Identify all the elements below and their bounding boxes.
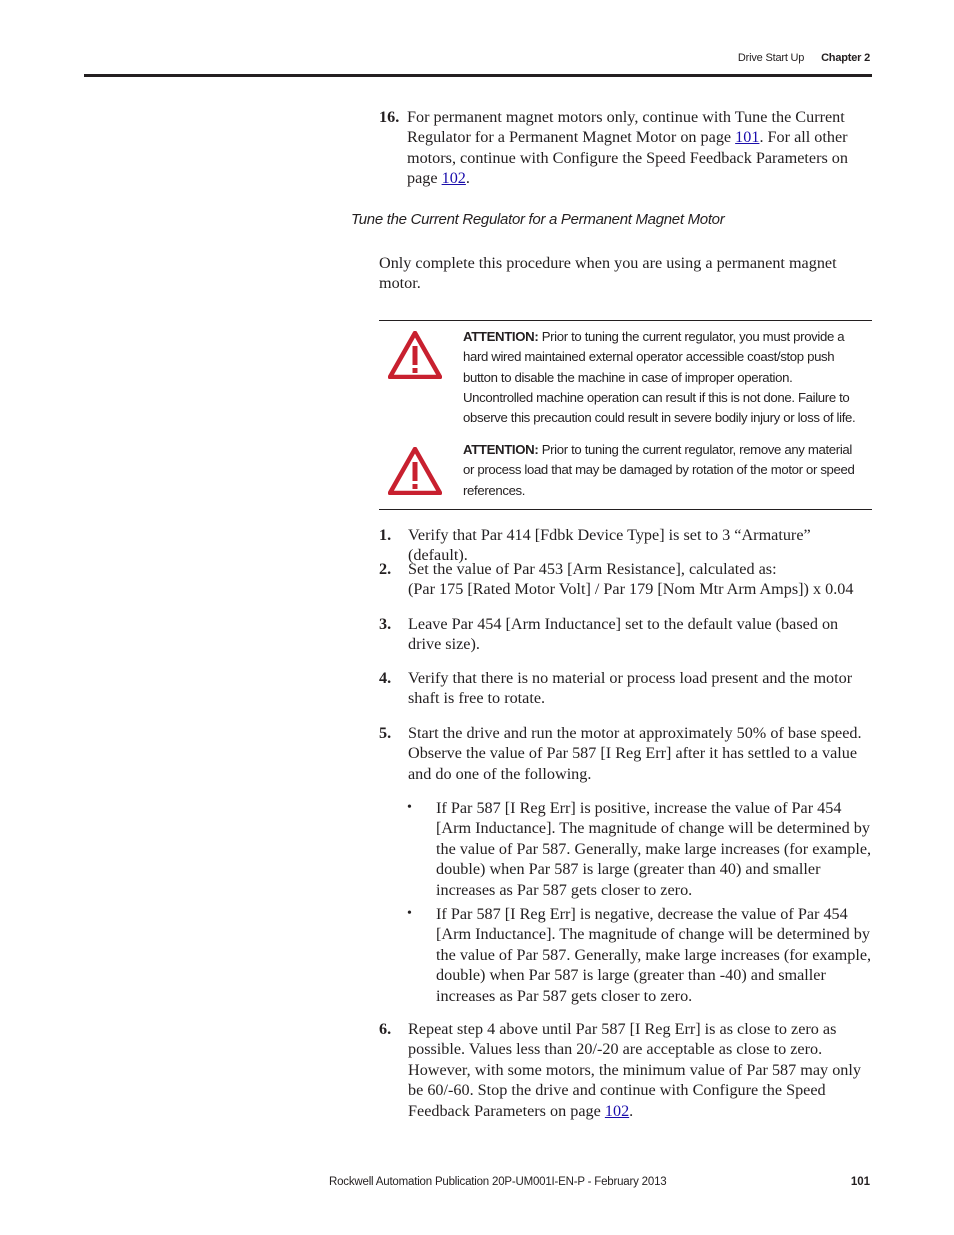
bullet-item xyxy=(407,904,872,1006)
bullet-item xyxy=(407,798,872,900)
bullet-text: If Par 587 [I Reg Err] is positive, increase the value of Par 454 [Arm Inductance]. The magnitude of change will be determined by the value of Par 587. Generally, make large increases (for example, double) when Par 587 is large (greater than 40) and smaller increases as Par 587 gets closer to zero. xyxy=(436,799,872,899)
step-16-text-b: . For all other motors, continue with Configure the Speed Feedback Parameters on page xyxy=(407,128,848,188)
step-text: Verify that Par 414 [Fdbk Device Type] is set to 3 “Armature” (default). xyxy=(408,526,811,565)
step-text: Verify that there is no material or process load present and the motor shaft is free to rotate. xyxy=(408,669,853,708)
attention-note-2 xyxy=(463,440,863,501)
header-section: Drive Start Up xyxy=(737,52,805,64)
step-text: Start the drive and run the motor at approximately 50% of base speed. Observe the value of Par 587 [I Reg Err] after it has settled to a value and do one of the following. xyxy=(408,724,862,783)
step-text: Set the value of Par 453 [Arm Resistance], calculated as: xyxy=(408,560,777,578)
warning-triangle-icon xyxy=(388,331,442,379)
step-number: 5. xyxy=(379,724,392,742)
step-4 xyxy=(379,668,871,709)
page-number: 101 xyxy=(850,1176,870,1188)
attention-box xyxy=(379,320,872,510)
attention-note-1 xyxy=(463,327,863,428)
header-chapter: Chapter 2 xyxy=(821,52,870,64)
step-2 xyxy=(379,559,871,600)
step-6-text: Repeat step 4 above until Par 587 [I Reg Err] is as close to zero as possible. Values less than 20/-20 are acceptable as close to zero. However, with some motors, the minimum value of Par 587 may only be 60/-60. Stop the drive and continue with Configure the Speed Feedback Parameters on page xyxy=(408,1020,861,1120)
footer-publication: Rockwell Automation Publication 20P-UM001I-EN-P - February 2013 xyxy=(329,1176,667,1188)
step-16 xyxy=(379,107,871,189)
step-number: 1. xyxy=(379,526,392,544)
page-102-link[interactable]: 102 xyxy=(604,1101,630,1120)
step-3 xyxy=(379,614,871,655)
step-6-text-end: . xyxy=(629,1101,634,1120)
attention-text: Prior to tuning the current regulator, you must provide a hard wired maintained external operator accessible coast/stop push button to disable the machine in case of improper operation. Uncontrolled machine operation can result if this is not done. Failure to observe this precaution could result in severe bodily injury or loss of life. xyxy=(463,329,856,426)
step-16-number: 16. xyxy=(379,108,400,126)
warning-triangle-icon xyxy=(388,447,442,495)
attention-text: Prior to tuning the current regulator, remove any material or process load that may be damaged by rotation of the motor or speed references. xyxy=(463,442,855,498)
page-101-link[interactable]: 101 xyxy=(735,128,760,147)
page-header xyxy=(738,52,870,64)
step-5 xyxy=(379,723,871,784)
intro-paragraph: Only complete this procedure when you are using a permanent magnet motor. xyxy=(379,254,837,293)
step-16-text-c: . xyxy=(465,169,470,188)
step-number: 4. xyxy=(379,669,392,687)
step-text xyxy=(408,1019,871,1121)
step-6 xyxy=(379,1019,871,1121)
header-rule xyxy=(84,74,872,77)
bullet-dot: • xyxy=(407,800,412,815)
bullet-text: If Par 587 [I Reg Err] is negative, decrease the value of Par 454 [Arm Inductance]. The magnitude of change will be determined by the value of Par 587. Generally, make large increases (for example, double) when Par 587 is large (greater than -40) and smaller increases as Par 587 gets closer to zero. xyxy=(436,905,872,1005)
section-subheading: Tune the Current Regulator for a Permanent Magnet Motor xyxy=(351,211,725,228)
attention-label: ATTENTION: xyxy=(463,329,539,344)
step-number: 2. xyxy=(379,560,392,578)
step-formula: (Par 175 [Rated Motor Volt] / Par 179 [Nom Mtr Arm Amps]) x 0.04 xyxy=(408,580,854,599)
step-16-text xyxy=(407,107,871,189)
step-text: Leave Par 454 [Arm Inductance] set to the default value (based on drive size). xyxy=(408,615,839,654)
attention-label: ATTENTION: xyxy=(463,442,539,457)
step-number: 6. xyxy=(379,1020,392,1038)
step-16-text-a: For permanent magnet motors only, continue with Tune the Current Regulator for a Permanent Magnet Motor on page xyxy=(407,108,845,147)
step-number: 3. xyxy=(379,615,392,633)
bullet-dot: • xyxy=(407,906,412,921)
page-102-link[interactable]: 102 xyxy=(441,169,466,188)
